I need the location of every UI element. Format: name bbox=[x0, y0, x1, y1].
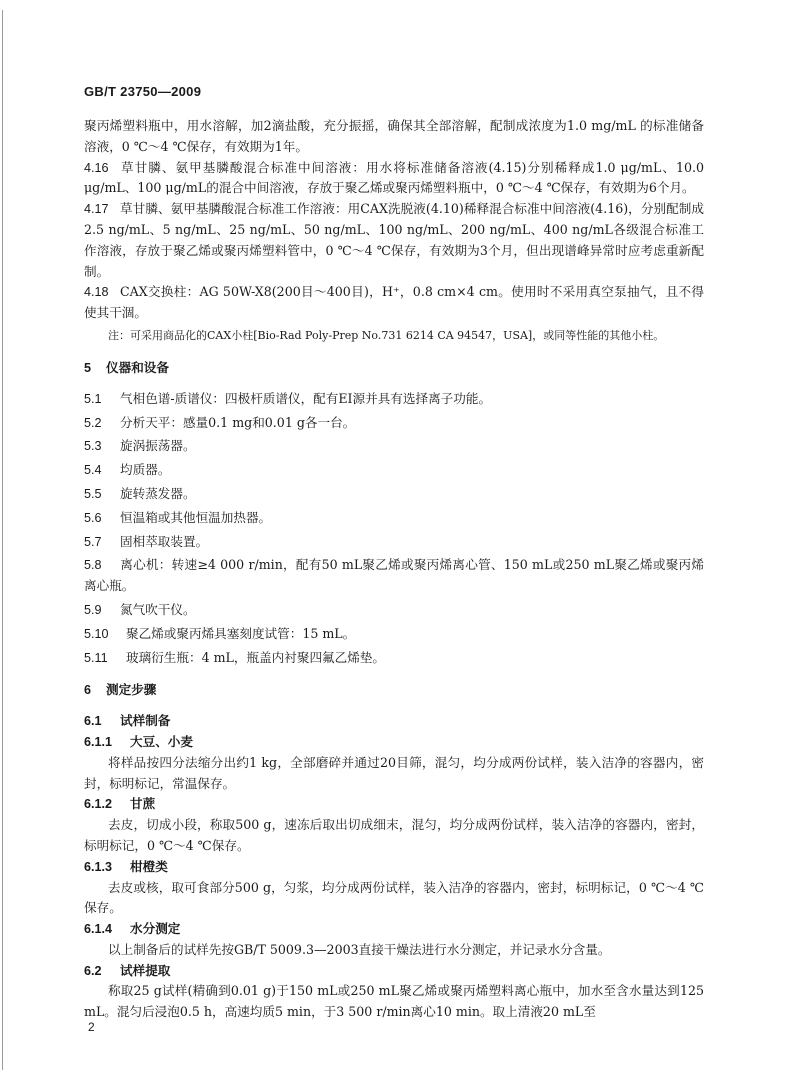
standard-number-header: GB/T 23750—2009 bbox=[84, 84, 202, 99]
note: 注：可采用商品化的CAX小柱[Bio-Rad Poly-Prep No.731 6214 CA 94547，USA]，或同等性能的其他小柱。 bbox=[108, 328, 665, 342]
subsection-6-1-1-heading bbox=[84, 732, 704, 753]
item-text: 离心机：转速≥4 000 r/min，配有50 mL聚乙烯或聚丙烯离心管、150 mL或250 mL聚乙烯或聚丙烯离心瓶。 bbox=[84, 557, 704, 594]
subsection-number: 6.1.3 bbox=[84, 859, 113, 874]
clause-number: 4.18 bbox=[84, 285, 109, 300]
item-text: 氮气吹干仪。 bbox=[120, 601, 196, 617]
subsection-6-1-3-text: 去皮或核，取可食部分500 g，匀浆，均分成两份试样，装入洁净的容器内，密封，标明标记，0 ℃～4 ℃保存。 bbox=[84, 879, 704, 916]
item-text: 均质器。 bbox=[120, 462, 171, 478]
subsection-6-1-3-heading bbox=[84, 857, 704, 878]
subsection-6-1-4-heading bbox=[84, 919, 704, 940]
subsection-6-1-2-heading bbox=[84, 794, 704, 815]
subsection-title: 试样提取 bbox=[120, 963, 171, 978]
item-number: 5.11 bbox=[84, 650, 108, 665]
subsection-6-1-heading bbox=[84, 711, 704, 732]
subsection-number: 6.1.4 bbox=[84, 922, 113, 937]
subsection-number: 6.2 bbox=[84, 963, 102, 978]
item-text: 旋转蒸发器。 bbox=[120, 485, 196, 501]
section-title: 仪器和设备 bbox=[106, 360, 169, 375]
subsection-6-1-2-text: 去皮，切成小段，称取500 g，速冻后取出切成细末，混匀，均分成两份试样，装入洁净的容器内，密封，标明标记，0 ℃～4 ℃保存。 bbox=[84, 817, 704, 853]
subsection-6-2-heading bbox=[84, 961, 704, 982]
clause-text: 草甘膦、氨甲基膦酸混合标准工作溶液：用CAX洗脱液(4.10)稀释混合标准中间溶液(4.16)，分别配制成2.5 ng/mL、5 ng/mL、25 ng/mL、50 ng/mL、100 ng/mL、200 ng/mL、400 ng/mL各级混合标准工作溶液，存放于聚乙烯或聚丙烯塑料管中，0 ℃～4 ℃保存，有效期为3个月，但出现谱峰异常时应考虑重新配制。 bbox=[84, 201, 704, 279]
subsection-number: 6.1 bbox=[84, 714, 102, 729]
clause-number: 4.17 bbox=[84, 202, 109, 217]
clause-4-17 bbox=[84, 199, 704, 282]
scan-edge-line bbox=[2, 10, 3, 1070]
item-5-1 bbox=[84, 389, 704, 410]
item-5-6 bbox=[84, 508, 704, 529]
item-number: 5.3 bbox=[84, 439, 102, 454]
subsection-title: 大豆、小麦 bbox=[130, 734, 193, 749]
item-text: 固相萃取装置。 bbox=[120, 533, 209, 549]
clause-4-18 bbox=[84, 282, 704, 324]
subsection-6-1-4-text: 以上制备后的试样先按GB/T 5009.3—2003直接干燥法进行水分测定，并记录水分含量。 bbox=[108, 941, 611, 957]
item-text: 玻璃衍生瓶：4 mL，瓶盖内衬聚四氟乙烯垫。 bbox=[126, 649, 386, 665]
section-6-heading bbox=[84, 680, 704, 701]
item-number: 5.8 bbox=[84, 558, 102, 573]
section-5-heading bbox=[84, 358, 704, 379]
item-5-4 bbox=[84, 460, 704, 481]
subsection-title: 试样制备 bbox=[120, 714, 171, 729]
clause-text: CAX交换柱：AG 50W-X8(200目～400目)，H⁺，0.8 cm×4 cm。使用时不采用真空泵抽气，且不得使其干涸。 bbox=[84, 284, 704, 321]
continuation-paragraph: 聚丙烯塑料瓶中，用水溶解，加2滴盐酸，充分振摇，确保其全部溶解，配制成浓度为1.0 mg/mL 的标准储备溶液，0 ℃～4 ℃保存，有效期为1年。 bbox=[84, 118, 704, 154]
item-text: 旋涡振荡器。 bbox=[120, 438, 196, 454]
item-5-7 bbox=[84, 532, 704, 553]
item-text: 聚乙烯或聚丙烯具塞刻度试管：15 mL。 bbox=[126, 625, 356, 641]
item-number: 5.9 bbox=[84, 602, 102, 617]
section-number: 5 bbox=[84, 360, 92, 375]
item-number: 5.10 bbox=[84, 626, 109, 641]
subsection-6-1-1-text: 将样品按四分法缩分出约1 kg，全部磨碎并通过20目筛，混匀，均分成两份试样，装入洁净的容器内，密封，标明标记，常温保存。 bbox=[84, 754, 704, 791]
page-number: 2 bbox=[88, 1020, 95, 1034]
item-5-3 bbox=[84, 436, 704, 457]
subsection-number: 6.1.1 bbox=[84, 734, 113, 749]
item-text: 分析天平：感量0.1 mg和0.01 g各一台。 bbox=[120, 414, 356, 430]
item-number: 5.1 bbox=[84, 391, 102, 406]
subsection-number: 6.1.2 bbox=[84, 797, 113, 812]
subsection-title: 柑橙类 bbox=[130, 859, 168, 874]
clause-4-16 bbox=[84, 158, 704, 200]
item-5-10 bbox=[84, 624, 704, 645]
item-number: 5.4 bbox=[84, 463, 102, 478]
item-text: 气相色谱-质谱仪：四极杆质谱仪，配有EI源并具有选择离子功能。 bbox=[120, 390, 492, 406]
item-number: 5.7 bbox=[84, 534, 102, 549]
item-number: 5.6 bbox=[84, 510, 102, 525]
item-number: 5.5 bbox=[84, 486, 102, 501]
item-5-11 bbox=[84, 648, 704, 669]
section-number: 6 bbox=[84, 683, 92, 698]
subsection-6-2-text: 称取25 g试样(精确到0.01 g)于150 mL或250 mL聚乙烯或聚丙烯塑料离心瓶中，加水至含水量达到125 mL。混匀后浸泡0.5 h，高速均质5 min，于3 500 r/min离心10 min。取上清液20 mL至 bbox=[84, 983, 704, 1020]
subsection-title: 甘蔗 bbox=[130, 797, 156, 812]
section-title: 测定步骤 bbox=[106, 683, 157, 698]
item-5-8 bbox=[84, 555, 704, 597]
clause-number: 4.16 bbox=[84, 160, 109, 175]
item-5-5 bbox=[84, 484, 704, 505]
item-text: 恒温箱或其他恒温加热器。 bbox=[120, 509, 272, 525]
item-number: 5.2 bbox=[84, 415, 102, 430]
page-body bbox=[84, 116, 704, 1023]
clause-text: 草甘膦、氨甲基膦酸混合标准中间溶液：用水将标准储备溶液(4.15)分别稀释成1.0 μg/mL、10.0 μg/mL、100 μg/mL的混合中间溶液，存放于聚乙烯或聚丙烯塑料瓶中，0 ℃～4 ℃保存，有效期为6个月。 bbox=[84, 159, 704, 196]
item-5-2 bbox=[84, 413, 704, 434]
subsection-title: 水分测定 bbox=[130, 922, 181, 937]
item-5-9 bbox=[84, 600, 704, 621]
